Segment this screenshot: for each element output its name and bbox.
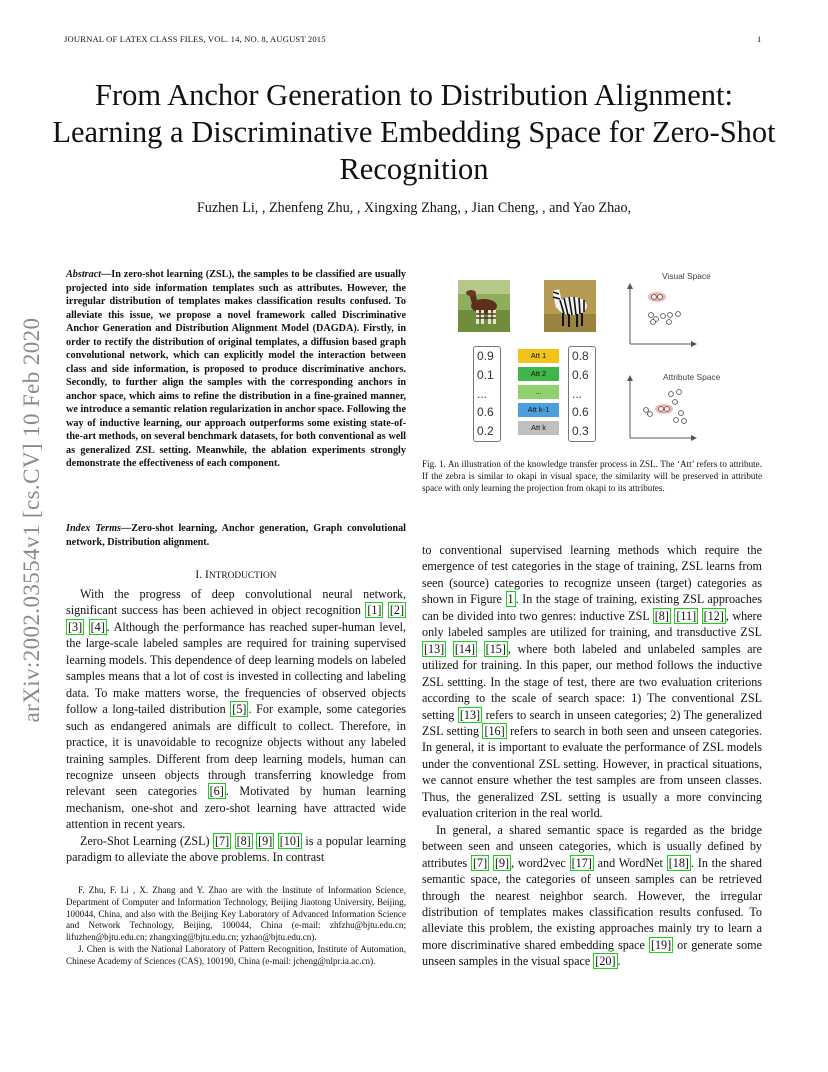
abstract bbox=[66, 268, 406, 471]
citation-link[interactable]: [11] bbox=[676, 608, 697, 623]
text-run: , word2vec bbox=[511, 855, 570, 870]
section-heading bbox=[66, 569, 406, 581]
attribute-value: ... bbox=[572, 386, 583, 401]
okapi-attribute-vector bbox=[473, 346, 501, 442]
attribute-label: Att 2 bbox=[518, 367, 559, 381]
text-run: is a popular learning paradigm to alleviate the above problems. In contrast bbox=[66, 833, 406, 865]
attribute-value: 0.3 bbox=[572, 424, 589, 439]
attribute-label: Att k bbox=[518, 421, 559, 435]
citation-link[interactable]: [12] bbox=[703, 608, 724, 623]
attribute-label: Att k-1 bbox=[518, 403, 559, 417]
zebra-attribute-vector bbox=[568, 346, 596, 442]
citation-link[interactable]: [5] bbox=[232, 702, 247, 717]
right-column-text bbox=[422, 542, 762, 970]
text-run: and WordNet bbox=[593, 855, 667, 870]
right-paragraph-2 bbox=[422, 822, 762, 970]
attribute-value: 0.2 bbox=[477, 424, 494, 439]
section-title-rest: NTRODUCTION bbox=[208, 571, 277, 581]
visual-space-plot bbox=[626, 284, 696, 346]
section-number: I. bbox=[195, 569, 203, 581]
text-run: In general, a shared semantic space is regarded as the bridge between seen and unseen categories, which is usually defined by attributes bbox=[422, 822, 762, 870]
citation-link[interactable]: [7] bbox=[472, 855, 488, 870]
citation-link[interactable]: [2] bbox=[389, 603, 405, 618]
attribute-value: 0.6 bbox=[477, 405, 494, 420]
footnote-affiliation-2: J. Chen is with the National Laboratory of Pattern Recognition, Institute of Automation, Chinese Academy of Sciences (CAS), 100190, China (e-mail: jcheng@nlpr.ia.ac.cn). bbox=[66, 943, 406, 966]
citation-link[interactable]: [8] bbox=[654, 608, 669, 623]
attribute-label: Att 1 bbox=[518, 349, 559, 363]
attribute-value: ... bbox=[477, 386, 488, 401]
abstract-text: —In zero-shot learning (ZSL), the samples to be classified are usually projected into side information templates such as attributes. However, the irregular distribution of templates makes classification results confused. To alleviate this issue, we propose a novel framework called Discriminative Anchor Generation and Distribution Alignment Model (DAGDA). Firstly, in order to rectify the distribution of original templates, a diffusion based graph convolutional network, which can explicitly model the interaction between class and side information, is proposed to produce discriminative anchors. Secondly, to further align the samples with the corresponding anchors in anchor space, which aims to refine the distribution in a fine-grained manner, we introduce a semantic relation regularization in anchor space. Following the way of inductive learning, our approach outperforms some existing state-of-the-art methods, on several benchmark datasets, for both conventional as well as generalized ZSL setting. Meanwhile, the ablation experiments strongly demonstrate the effectiveness of each component. bbox=[66, 269, 406, 469]
citation-link[interactable]: [10] bbox=[279, 833, 300, 848]
citation-link[interactable]: [14] bbox=[454, 641, 476, 656]
text-run: , where only labeled samples are utilized for training, and transductive ZSL bbox=[422, 608, 762, 640]
text-run: . In the shared semantic space, the categories of unseen samples can be retrieved through the nearest neighbor search. However, the irregular distribution of templates makes classification results confused. To alleviate this problem, the existing approaches mainly try to learn a more discriminative shared embedding space bbox=[422, 855, 762, 952]
text-run: , where both labeled and unlabeled samples are utilized for training. In this paper, our method follows the inductive ZSL settting. In the stage of test, there are two evaluation criterions according to the scale of search space: 1) The conventional ZSL setting bbox=[422, 641, 762, 722]
attribute-value: 0.6 bbox=[572, 405, 589, 420]
text-run: Zero-Shot Learning (ZSL) bbox=[80, 833, 213, 848]
zebra-photo bbox=[544, 280, 596, 332]
text-run: or generate some unseen samples in the visual space bbox=[422, 937, 762, 969]
attribute-value: 0.6 bbox=[572, 367, 589, 382]
citation-link[interactable]: [9] bbox=[258, 833, 273, 848]
text-run: . bbox=[617, 954, 621, 969]
index-terms bbox=[66, 522, 406, 549]
footnote-affiliation-1: F. Zhu, F. Li , X. Zhang and Y. Zhao are with the Institute of Information Science, Department of Computer and Information Technology, Beijing Jiaotong University, Beijing, 100044, China, and also with the Beijing Key Laboratory of Advanced Information Science and Network Technology, Beijing, 100044, China (e-mail: zhfzhu@bjtu.edu.cn; lifuzhen@bjtu.edu.cn; zhangxing@bjtu.edu.cn; yzhao@bjtu.edu.cn). bbox=[66, 885, 406, 942]
running-head: JOURNAL OF LATEX CLASS FILES, VOL. 14, NO. 8, AUGUST 2015 bbox=[64, 34, 326, 44]
attribute-value: 0.9 bbox=[477, 349, 494, 363]
citation-link[interactable]: [1] bbox=[367, 603, 382, 618]
text-run: . Motivated by human learning mechanism, one-shot and zero-shot learning have attracted wide attention in recent years. bbox=[66, 784, 406, 832]
citation-link[interactable]: [7] bbox=[214, 833, 230, 848]
okapi-photo bbox=[458, 280, 510, 332]
intro-text bbox=[66, 586, 406, 866]
text-run: With the progress of deep convolutional neural network, significant success has been achieved in object recognition bbox=[66, 587, 406, 618]
citation-link[interactable]: [15] bbox=[485, 641, 506, 656]
text-run: . Although the performance has reached super-human level, the large-scale labeled samples are required for training supervised learning models. This dependence of deep learning models on labeled samples means that a lot of cost is invested in collecting and labeling data. To make matters worse, the frequencies of observed objects follow a long-tailed distribution bbox=[66, 619, 406, 717]
attribute-space-plot bbox=[626, 376, 696, 440]
visual-space-label: Visual Space bbox=[662, 271, 711, 281]
text-run: to conventional supervised learning methods which require the emergence of test categories in the stage of training, ZSL learns from seen (source) categories to recognize unseen (target) categories as shown in Figure bbox=[422, 543, 762, 607]
citation-link[interactable]: [19] bbox=[650, 937, 672, 952]
citation-link[interactable]: [6] bbox=[209, 784, 224, 799]
arxiv-identifier: arXiv:2002.03554v1 [cs.CV] 10 Feb 2020 bbox=[19, 317, 44, 723]
intro-paragraph-2 bbox=[66, 833, 406, 866]
footnotes bbox=[66, 885, 406, 967]
section-title-initial: I bbox=[205, 569, 209, 581]
attribute-label: ... bbox=[518, 385, 559, 399]
text-run: refers to search in unseen categories; 2) The generalized ZSL setting bbox=[422, 707, 762, 738]
highlight-ellipse bbox=[655, 404, 673, 414]
right-paragraph-1 bbox=[422, 542, 762, 822]
citation-link[interactable]: [8] bbox=[236, 833, 251, 848]
attribute-value: 0.8 bbox=[572, 349, 589, 363]
figure-1 bbox=[448, 268, 748, 448]
paper-title: From Anchor Generation to Distribution Alignment: Learning a Discriminative Embedding Space for Zero-Shot Recognition bbox=[52, 78, 776, 186]
citation-link[interactable]: [17] bbox=[571, 855, 592, 870]
page-number: 1 bbox=[757, 34, 762, 44]
text-run: . In the stage of training, existing ZSL approaches can be divided into two genres: inductive ZSL bbox=[422, 592, 762, 623]
citation-link[interactable]: [18] bbox=[668, 855, 689, 870]
citation-link[interactable]: [9] bbox=[494, 855, 510, 870]
citation-link[interactable]: [13] bbox=[424, 641, 445, 656]
citation-link[interactable]: [20] bbox=[595, 954, 616, 969]
citation-link[interactable]: [13] bbox=[459, 707, 481, 722]
text-run: refers to search in both seen and unseen categories. In general, it is important to evaluate the performance of ZSL models under the conventional ZSL setting. However, in practical situations, we cannot ensure whether the test samples are from unseen classes. Thus, the generalized ZSL setting is usually a more convincing evaluation criterion in the real world. bbox=[422, 723, 762, 821]
citation-link[interactable]: [3] bbox=[68, 619, 83, 634]
abstract-label: Abstract bbox=[66, 269, 102, 280]
index-terms-text: —Zero-shot learning, Anchor generation, Graph convolutional network, Distribution alignment. bbox=[66, 523, 406, 548]
citation-link[interactable]: [4] bbox=[90, 619, 105, 634]
citation-link[interactable]: [16] bbox=[484, 723, 505, 738]
intro-paragraph-1 bbox=[66, 586, 406, 833]
text-run: . For example, some categories such as endangered animals are difficult to collect. Therefore, in practice, it is unavoidable to recognize objects without any labeled training samples. Different from deep learning models, human can recognize unseen objects through transferring knowledge from relevant seen categories bbox=[66, 702, 406, 799]
arxiv-side-stamp bbox=[19, 283, 45, 758]
figure-caption: Fig. 1. An illustration of the knowledge transfer process in ZSL. The ‘Att’ refers to attribute. If the zebra is similar to okapi in visual space, the similarity will be preserved in attribute space with only learning the projection from okapi to its attributes. bbox=[422, 459, 762, 493]
highlight-ellipse bbox=[648, 292, 666, 302]
attribute-value: 0.1 bbox=[477, 367, 494, 382]
index-terms-label: Index Terms bbox=[66, 523, 122, 534]
author-list: Fuzhen Li, , Zhenfeng Zhu, , Xingxing Zhang, , Jian Cheng, , and Yao Zhao, bbox=[196, 200, 632, 216]
figure-link[interactable]: 1 bbox=[507, 592, 514, 607]
attribute-space-label: Attribute Space bbox=[663, 372, 721, 382]
